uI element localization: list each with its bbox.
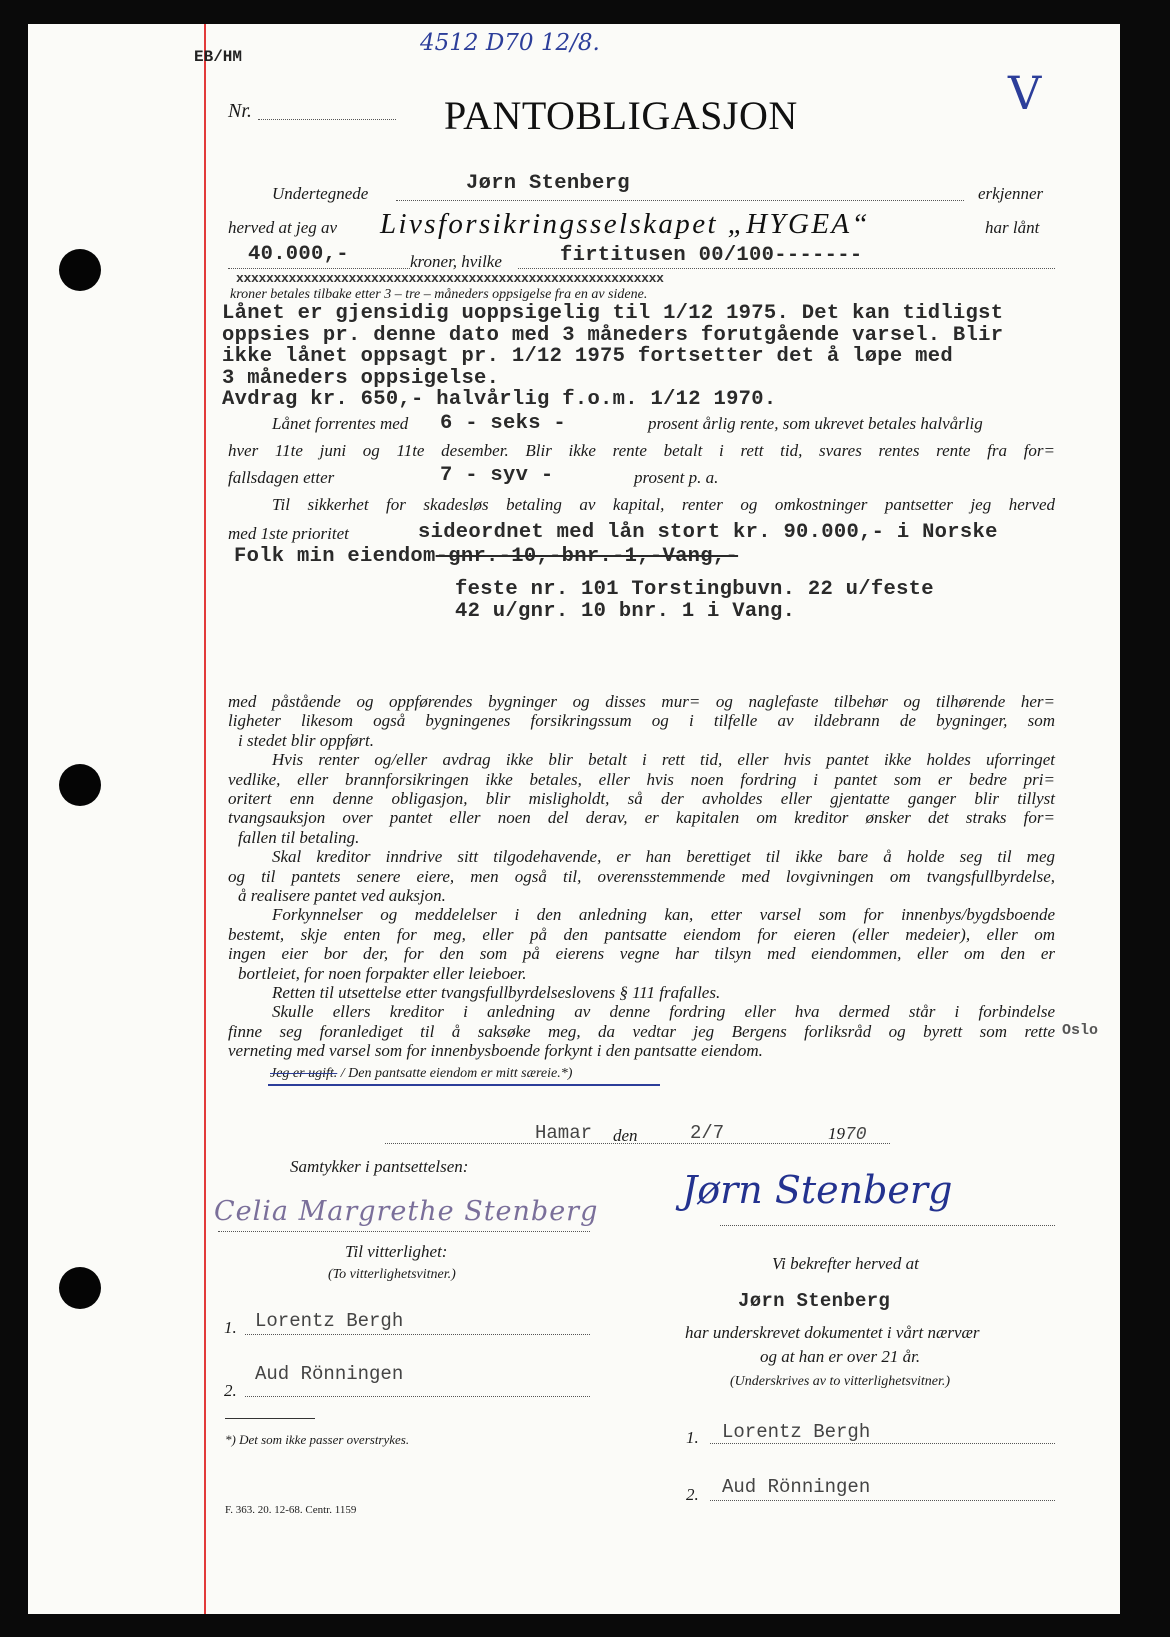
witness-line xyxy=(245,1334,590,1335)
interest-terms-line: hver 11te juni og 11te desember. Blir ikke rente betalt i rett tid, svares rentes rente fra for= xyxy=(228,441,1055,460)
paragraph-line: tvangsauksjon over pantet eller noen del derav, er kapitalen om kreditor ønsker det straks for= xyxy=(228,808,1055,828)
herved-label: herved at jeg av xyxy=(228,218,338,237)
typed-term-line: oppsies pr. denne dato med 3 måneders forutgående varsel. Blir xyxy=(222,323,1004,347)
interest-label: Lånet forrentes med xyxy=(272,414,409,433)
paragraph-line: Skal kreditor inndrive sitt tilgodehavende, er han berettiget til ikke bare å holde seg til meg xyxy=(272,847,1055,867)
struck-property-text: -gnr.-10,-bnr.-1,-Vang,- xyxy=(435,545,739,568)
witness-name: Aud Rönningen xyxy=(255,1363,404,1385)
late-interest-label-2: prosent p. a. xyxy=(634,468,719,487)
handwritten-journal-note: 4512 D70 12/8. xyxy=(420,30,600,56)
paragraph-line: bestemt, skje enten for meg, eller på den pantsatte eiendom for eieren (eller medeier), eller om xyxy=(228,924,1055,944)
consent-label: Samtykker i pantsettelsen: xyxy=(290,1157,469,1176)
paragraph-line: verneting med varsel som for innenbysboende forkynt i den pantsatte eiendom. xyxy=(228,1041,763,1061)
property-text: Folk min eiendom xyxy=(234,545,436,568)
overtype-strike: xxxxxxxxxxxxxxxxxxxxxxxxxxxxxxxxxxxxxxxxxxxxxxxxxxxxxxxxx xyxy=(236,271,664,286)
venue-stamp: Oslo xyxy=(1062,1022,1099,1039)
paragraph-line: og til pantets senere eiere, men også til, overensstemmende med lovgivningen om tvangsfullbyrdelse, xyxy=(228,866,1055,886)
witness-title: Til vitterlighet: xyxy=(345,1242,448,1261)
paragraph-line: ingen eier bor der, for den som på eierens vegne har tilsyn med eiendommen, eller om den er xyxy=(228,944,1055,964)
ref-code: EB/HM xyxy=(194,48,243,66)
den-label: den xyxy=(613,1126,638,1145)
ink-strike-line xyxy=(268,1084,660,1086)
signing-date: 2/7 xyxy=(690,1122,725,1144)
interest-label-2: prosent årlig rente, som ukrevet betales halvårlig xyxy=(648,414,983,433)
paragraph-line: å realisere pantet ved auksjon. xyxy=(238,886,446,905)
interest-rate: 6 - seks - xyxy=(440,412,567,435)
confirmation-line: og at han er over 21 år. xyxy=(760,1347,921,1366)
property-description-4: 42 u/gnr. 10 bnr. 1 i Vang. xyxy=(455,600,796,623)
witness-subtitle: (To vitterlighetsvitner.) xyxy=(328,1267,456,1282)
debtor-name: Jørn Stenberg xyxy=(466,172,630,195)
confirmation-line: har underskrevet dokumentet i vårt nærvær xyxy=(685,1323,980,1342)
check-mark: V xyxy=(1008,66,1042,120)
paragraph-line: vedlike, eller brannforsikringen ikke betales, eller hvis noen fordring i pantet som er bedre pri= xyxy=(228,769,1055,789)
paragraph-line: oritert enn denne obligasjon, blir misligholdt, så der avholdes eller gjentatte ganger blir tillyst xyxy=(228,789,1055,808)
debtor-signature-line xyxy=(720,1225,1055,1226)
confirmation-note: (Underskrives av to vitterlighetsvitner.) xyxy=(730,1374,951,1389)
typed-term-line: ikke lånet oppsagt pr. 1/12 1975 fortsetter det å løpe med xyxy=(222,345,953,368)
debtor-field xyxy=(396,200,964,201)
kroner-label: kroner, hvilke xyxy=(410,252,502,271)
typed-term-line: Lånet er gjensidig uoppsigelig til 1/12 1975. Det kan tidligst xyxy=(222,302,1004,325)
margin-line xyxy=(204,24,206,1614)
struck-repayment-clause: kroner betales tilbake etter 3 – tre – måneders oppsigelse fra en av sidene. xyxy=(230,287,648,302)
typed-term-line: 3 måneders oppsigelse. xyxy=(222,366,500,390)
property-description: sideordnet med lån stort kr. 90.000,- i Norske xyxy=(418,521,998,544)
punch-hole xyxy=(59,1267,101,1309)
erkjenner-label: erkjenner xyxy=(978,184,1044,203)
amount-field xyxy=(228,268,410,269)
paragraph-line: i stedet blir oppført. xyxy=(238,730,374,750)
nr-label: Nr. xyxy=(228,100,252,122)
footnote: *) Det som ikke passer overstrykes. xyxy=(225,1432,410,1447)
debtor-signature: Jørn Stenberg xyxy=(682,1168,953,1212)
security-line: Til sikkerhet for skadesløs betaling av kapital, renter og omkostninger pantsetter jeg herved xyxy=(272,495,1055,514)
marital-clause-text: / Den pantsatte eiendom er mitt særeie.*) xyxy=(340,1066,573,1081)
paragraph-line: Retten til utsettelse etter tvangsfullbyrdelseslovens § 111 frafalles. xyxy=(272,983,721,1002)
har-lant-label: har lånt xyxy=(985,218,1040,237)
nr-field xyxy=(258,119,396,120)
priority-label: med 1ste prioritet xyxy=(228,524,349,543)
page-title: PANTOBLIGASJON xyxy=(444,93,798,138)
footnote-rule xyxy=(225,1418,315,1419)
paragraph-line: med påstående og oppførendes bygninger og disses mur= og naglefaste tilbehør og tilhørende her= xyxy=(228,692,1055,711)
consent-signature-line xyxy=(218,1231,590,1232)
witness-number: 2. xyxy=(686,1485,699,1504)
late-interest-label: fallsdagen etter xyxy=(228,468,335,487)
property-description-3: feste nr. 101 Torstingbuvn. 22 u/feste xyxy=(455,578,934,601)
punch-hole xyxy=(59,764,101,806)
witness-line xyxy=(245,1396,590,1397)
witness-name: Lorentz Bergh xyxy=(255,1310,404,1332)
loan-amount: 40.000,- xyxy=(248,243,349,266)
year-prefix: 19 xyxy=(828,1124,845,1143)
marital-clause xyxy=(270,1066,572,1082)
paragraph-line: fallen til betaling. xyxy=(238,827,360,847)
witness-line xyxy=(710,1443,1055,1444)
undertegnede-label: Undertegnede xyxy=(272,184,369,203)
witness-number: 1. xyxy=(224,1318,237,1337)
paragraph-line: Skulle ellers kreditor i anledning av denne fordring eller hva dermed står i forbindelse xyxy=(272,1002,1055,1022)
amount-in-words: firtitusen 00/100------- xyxy=(560,244,863,267)
witness-name: Lorentz Bergh xyxy=(722,1421,871,1443)
paragraph-line: ligheter likesom også bygningenes forsikringssum og i tilfelle av ildebrann de bygninger, som xyxy=(228,711,1055,731)
typed-terms xyxy=(222,303,1003,411)
confirmed-signer-name: Jørn Stenberg xyxy=(738,1290,891,1312)
paragraph-line: finne seg foranlediget til å saksøke meg, da vedtar jeg Bergens forliksråd og byrett som rette xyxy=(228,1021,1055,1041)
witness-name: Aud Rönningen xyxy=(722,1476,871,1498)
punch-hole xyxy=(59,249,101,291)
lender-name: Livsforsikringsselskapet „HYGEA“ xyxy=(380,208,871,240)
struck-marital-status: Jeg er ugift. xyxy=(270,1066,338,1081)
consent-signature: Celia Margrethe Stenberg xyxy=(214,1196,599,1227)
paragraph-line: Hvis renter og/eller avdrag ikke blir betalt i rett tid, eller hvis pantet ikke holdes uforringet xyxy=(272,750,1055,770)
amount-words-field xyxy=(518,268,1055,269)
form-code: F. 363. 20. 12-68. Centr. 1159 xyxy=(225,1504,357,1516)
typed-term-line: Avdrag kr. 650,- halvårlig f.o.m. 1/12 1970. xyxy=(222,388,777,411)
signing-place: Hamar xyxy=(535,1122,593,1144)
paragraph-line: bortleiet, for noen forpakter eller leieboer. xyxy=(238,963,527,983)
signing-year xyxy=(828,1124,867,1145)
witness-number: 2. xyxy=(224,1381,237,1400)
paragraph-line: Forkynnelser og meddelelser i den anledning kan, etter varsel som for innenbys/bygdsboende xyxy=(272,905,1055,925)
late-interest-rate: 7 - syv - xyxy=(440,464,554,487)
witness-line xyxy=(710,1500,1055,1501)
year-suffix: 70 xyxy=(845,1125,867,1145)
property-description-2 xyxy=(234,545,738,568)
witness-number: 1. xyxy=(686,1428,699,1447)
confirmation-intro: Vi bekrefter herved at xyxy=(772,1254,919,1273)
